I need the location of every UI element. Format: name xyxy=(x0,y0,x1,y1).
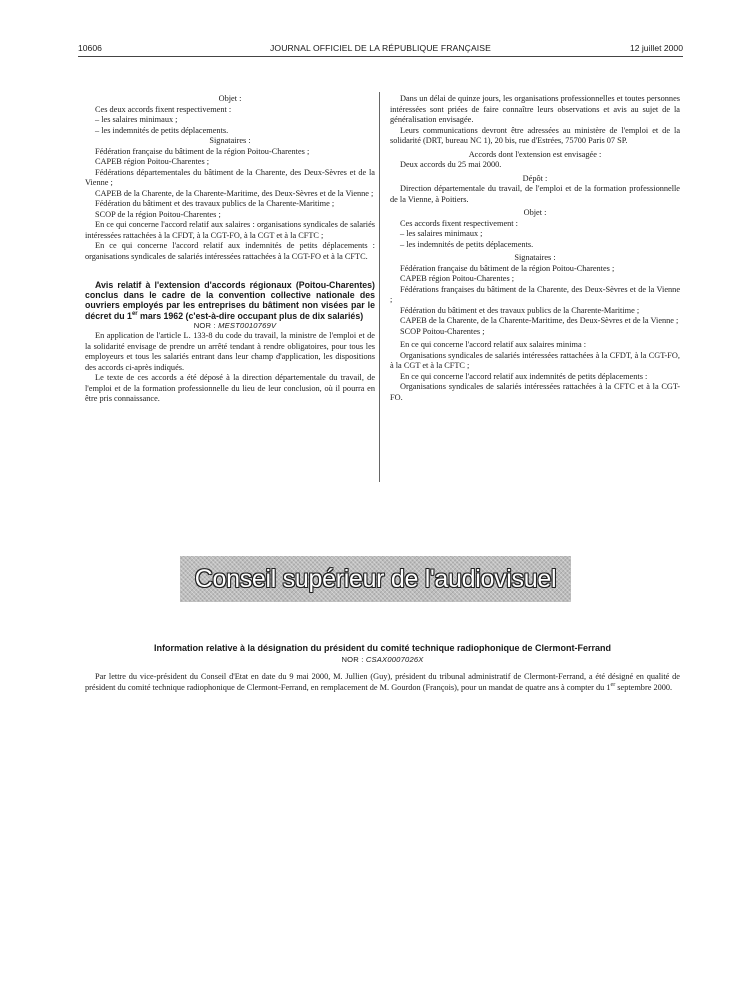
avis-title: Avis relatif à l'extension d'accords régionaux (Poitou-Charentes) conclus dans le cadre de la convention collective nationale des ouvriers employés par les entreprises du bâtiment non visées par le décret du 1er mars 1962 (c'est-à-dire occupant plus de dix salariés) xyxy=(85,280,375,321)
indemnites-paragraph: En ce qui concerne l'accord relatif aux indemnités de petits déplacements : organisations syndicales de salariés intéressées rattachées à la CGT-FO et à la CFTC. xyxy=(85,241,375,261)
page-header xyxy=(78,43,683,55)
signataire-item: CAPEB de la Charente, de la Charente-Maritime, des Deux-Sèvres et de la Vienne ; xyxy=(400,316,679,325)
signataire-item: Fédération du bâtiment et des travaux publics de la Charente-Maritime ; xyxy=(95,199,335,208)
salaires-paragraph: En ce qui concerne l'accord relatif aux salaires : organisations syndicales de salariés intéressées rattachées à la CFDT, à la CGT-FO, à la CGT et à la CFTC ; xyxy=(85,220,375,240)
delai-paragraph: Dans un délai de quinze jours, les organisations professionnelles et toutes personnes intéressées sont priées de faire connaître leurs observations et avis au sujet de la généralisation envisagée. xyxy=(390,94,680,124)
signataires-label: Signataires : xyxy=(209,136,251,145)
objet-label: Objet : xyxy=(523,208,547,217)
page-number: 10606 xyxy=(78,43,102,53)
signataire-item: Fédérations départementales du bâtiment de la Charente, des Deux-Sèvres et de la Vienne ; xyxy=(85,167,375,187)
salaires-label: En ce qui concerne l'accord relatif aux salaires minima : xyxy=(400,340,587,349)
objet-item: – les salaires minimaux ; xyxy=(95,115,178,124)
information-title: Information relative à la désignation du président du comité technique radiophonique de Clermont-Ferrand xyxy=(153,643,612,653)
accords-value: Deux accords du 25 mai 2000. xyxy=(400,160,502,169)
depot-label: Dépôt : xyxy=(522,173,548,183)
section-banner xyxy=(180,556,571,602)
signataire-item: SCOP de la région Poitou-Charentes ; xyxy=(95,209,221,219)
avis-paragraph-1: En application de l'article L. 133-8 du code du travail, la ministre de l'emploi et de la solidarité envisage de prendre un arrêté tendant à rendre obligatoires, pour tous les employeurs et tous les salariés entrant dans leur champ d'application, les dispositions des accords ci-après indiqués. xyxy=(85,331,375,372)
communications-paragraph: Leurs communications devront être adressées au ministère de l'emploi et de la solidarité (DRT, bureau NC 1), 20 bis, rue d'Estrées, 75700 Paris 07 SP. xyxy=(390,125,680,145)
nor-reference: NOR : CSAX0007026X xyxy=(341,655,424,664)
indemnites-value: Organisations syndicales de salariés intéressées rattachées à la CFTC et à la CGT-FO. xyxy=(390,382,680,402)
banner-title: Conseil supérieur de l'audiovisuel xyxy=(194,564,557,593)
signataire-item: Fédération du bâtiment et des travaux publics de la Charente-Maritime ; xyxy=(400,305,640,315)
header-rule xyxy=(78,56,683,57)
column-divider xyxy=(379,92,380,482)
nor-code: MEST0010769V xyxy=(218,320,277,330)
signataire-item: Fédération française du bâtiment de la région Poitou-Charentes ; xyxy=(95,146,310,156)
signataire-item: CAPEB région Poitou-Charentes ; xyxy=(95,157,210,166)
right-column xyxy=(390,94,680,403)
depot-value: Direction départementale du travail, de l'emploi et de la formation professionnelle de la Vienne, à Poitiers. xyxy=(390,184,680,204)
objet-item: – les indemnités de petits déplacements. xyxy=(95,125,229,135)
signataire-item: Fédération française du bâtiment de la région Poitou-Charentes ; xyxy=(400,263,615,273)
left-column xyxy=(85,94,375,405)
signataire-item: SCOP Poitou-Charentes ; xyxy=(400,326,485,336)
signataire-item: Fédérations françaises du bâtiment de la Charente, des Deux-Sèvres et de la Vienne ; xyxy=(390,284,680,304)
issue-date: 12 juillet 2000 xyxy=(629,43,683,53)
signataires-label: Signataires : xyxy=(514,253,556,262)
avis-paragraph-2: Le texte de ces accords a été déposé à la direction départementale du travail, de l'emploi et de la formation professionnelle du lieu de leur conclusion, où il pourra en être pris connaissance. xyxy=(85,373,375,404)
accords-label: Accords dont l'extension est envisagée : xyxy=(468,149,602,159)
salaires-value: Organisations syndicales de salariés intéressées rattachées à la CFDT, à la CGT-FO, à la CGT et à la CFTC ; xyxy=(390,350,680,370)
objet-intro: Ces deux accords fixent respectivement : xyxy=(95,104,232,114)
information-section xyxy=(85,643,680,693)
objet-label: Objet : xyxy=(218,94,242,103)
nor-code: CSAX0007026X xyxy=(365,655,424,664)
journal-title: JOURNAL OFFICIEL DE LA RÉPUBLIQUE FRANÇAISE xyxy=(270,43,491,53)
objet-item: – les salaires minimaux ; xyxy=(400,229,483,238)
indemnites-label: En ce qui concerne l'accord relatif aux indemnités de petits déplacements : xyxy=(400,371,648,381)
objet-item: – les indemnités de petits déplacements. xyxy=(400,239,534,249)
nor-reference: NOR : MEST0010769V xyxy=(193,320,277,330)
signataire-item: CAPEB région Poitou-Charentes ; xyxy=(400,274,515,283)
signataire-item: CAPEB de la Charente, de la Charente-Maritime, des Deux-Sèvres et de la Vienne ; xyxy=(95,188,374,198)
information-body: Par lettre du vice-président du Conseil d'Etat en date du 9 mai 2000, M. Jullien (Guy), président du tribunal administratif de Clermont-Ferrand, a été désigné en qualité de président du comité technique radiophonique de Clermont-Ferrand, en remplacement de M. Gourdon (François), pour un mandat de quatre ans à compter du 1er septembre 2000. xyxy=(85,672,680,692)
objet-intro: Ces accords fixent respectivement : xyxy=(400,218,518,228)
